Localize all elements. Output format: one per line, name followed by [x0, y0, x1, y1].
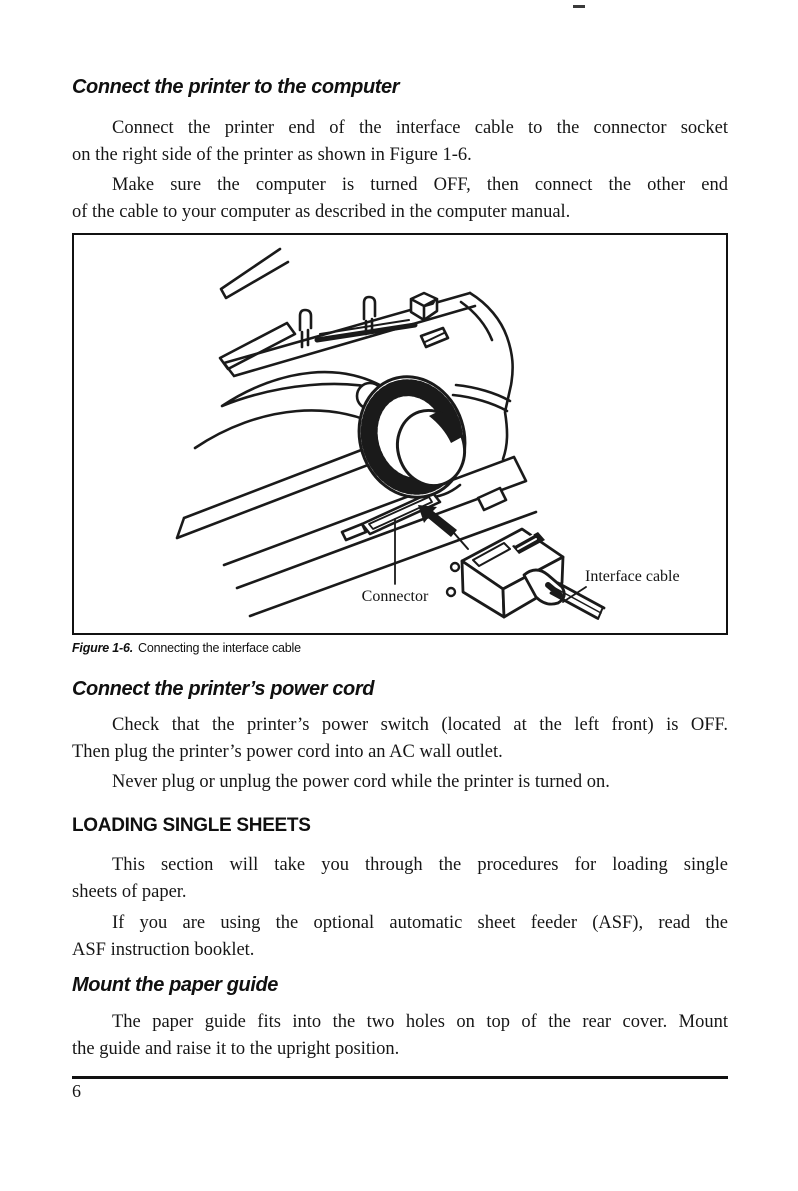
printer-clip-cube	[411, 293, 437, 320]
paragraph-line: sheets of paper.	[72, 882, 187, 902]
paragraph-power-1	[72, 712, 728, 766]
printer-side-seams	[453, 385, 510, 411]
figure-caption	[72, 640, 728, 657]
paragraph-line: The paper guide fits into the two holes on top of the rear cover. Mount	[112, 1012, 728, 1032]
heading-connect-computer: Connect the printer to the computer	[72, 76, 400, 98]
paragraph-loading-1	[72, 852, 728, 906]
printer-illustration	[74, 235, 726, 633]
paragraph-line: This section will take you through the procedures for loading single	[112, 855, 728, 875]
plug-wing-top	[451, 563, 459, 571]
figure-caption-text: Connecting the interface cable	[138, 641, 301, 655]
paragraph-loading-2	[72, 910, 728, 964]
cable-plug	[447, 529, 604, 619]
paragraph-connect-1	[72, 115, 728, 169]
paragraph-power-2	[72, 769, 728, 796]
paragraph-line: the guide and raise it to the upright position.	[72, 1039, 400, 1059]
paragraph-line: of the cable to your computer as described in the computer manual.	[72, 202, 571, 222]
heading-power-cord: Connect the printer’s power cord	[72, 678, 375, 700]
heading-loading-sheets: LOADING SINGLE SHEETS	[72, 815, 311, 836]
figure-box	[72, 233, 728, 635]
paragraph-line: Then plug the printer’s power cord into an AC wall outlet.	[72, 742, 503, 762]
figure-caption-label: Figure 1-6.	[72, 641, 134, 655]
connector-socket-step	[342, 524, 366, 540]
printer-right-outline	[470, 293, 513, 459]
paragraph-line: If you are using the optional automatic sheet feeder (ASF), read the	[112, 913, 728, 933]
heading-mount-guide: Mount the paper guide	[72, 974, 279, 996]
paragraph-line: ASF instruction booklet.	[72, 940, 255, 960]
label-connector: Connector	[361, 588, 429, 605]
paragraph-line: on the right side of the printer as shown in Figure 1-6.	[72, 145, 472, 165]
printer-right-tab	[364, 297, 375, 319]
printer-left-tab	[300, 310, 311, 330]
footer-rule	[72, 1076, 728, 1079]
interface-cable-end	[598, 607, 603, 619]
paragraph-connect-2	[72, 172, 728, 226]
printer-base-notch	[478, 488, 506, 510]
page-number: 6	[72, 1081, 81, 1101]
paragraph-line: Connect the printer end of the interface cable to the connector socket	[112, 118, 728, 138]
paragraph-line: Check that the printer’s power switch (located at the left front) is OFF.	[112, 715, 728, 735]
paragraph-mount-1	[72, 1009, 728, 1063]
label-interface-cable: Interface cable	[585, 568, 680, 585]
page-content	[72, 0, 728, 1101]
printer-rear-edge	[221, 249, 288, 298]
paragraph-line: Make sure the computer is turned OFF, then connect the other end	[112, 175, 728, 195]
plug-wing-bottom	[447, 588, 455, 596]
paragraph-line: Never plug or unplug the power cord while the printer is turned on.	[112, 772, 610, 792]
